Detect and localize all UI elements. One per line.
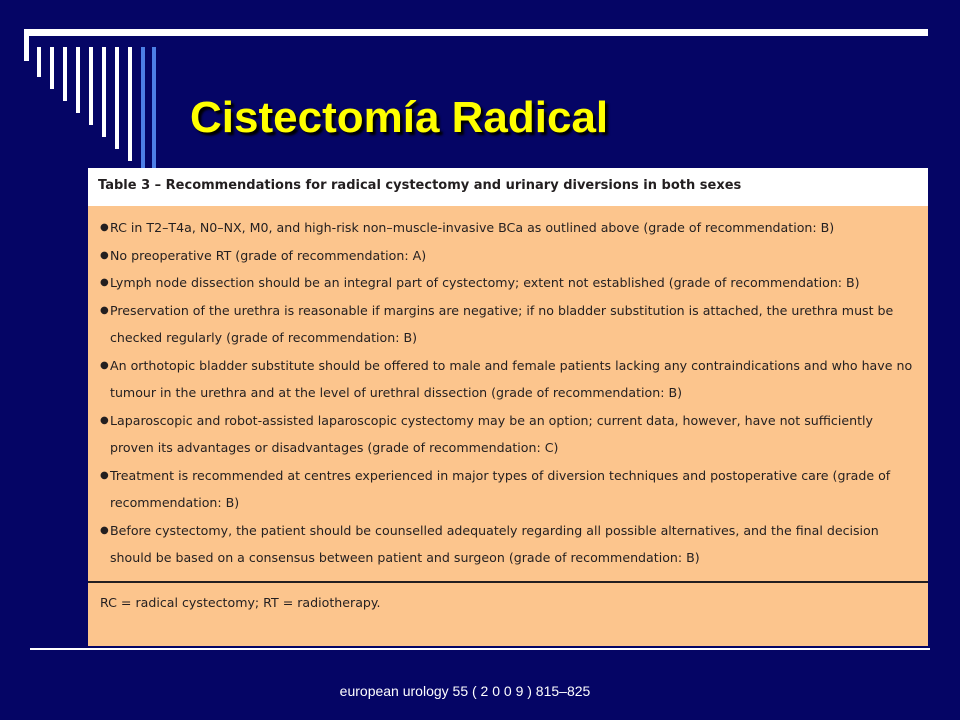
bullet-icon: ● [100,222,109,233]
stripe [141,47,145,173]
recommendation-text: No preoperative RT (grade of recommendation: A) [110,247,427,263]
list-item [100,242,920,270]
recommendation-text: RC in T2–T4a, N0–NX, M0, and high-risk non–muscle-invasive BCa as outlined above (grade of recommendation: B) [110,220,835,235]
list-item [100,517,920,572]
stripe [63,47,67,101]
bottom-rule [30,648,930,650]
top-rule [24,29,928,36]
stripe [50,47,54,89]
recommendation-text: Before cystectomy, the patient should be counselled adequately regarding all possible alternatives, and the final decision should be based on a consensus between patient and surgeon (grade of recommendation: B) [110,522,879,565]
left-vertical-rule [24,29,29,61]
list-item [100,214,920,242]
recommendation-text: Laparoscopic and robot-assisted laparoscopic cystectomy may be an option; current data, however, have not sufficiently proven its advantages or disadvantages (grade of recommendation: C) [110,412,873,455]
bullet-icon: ● [100,304,109,316]
stripe [37,47,41,77]
stripe [89,47,93,125]
table-footnote: RC = radical cystectomy; RT = radiotherapy. [100,595,381,610]
table-footnote-row [88,581,928,646]
slide-title: Cistectomía Radical [190,93,609,142]
list-item [100,297,920,352]
list-item [100,352,920,407]
recommendation-text: Preservation of the urethra is reasonable if margins are negative; if no bladder substitution is attached, the urethra must be checked regularly (grade of recommendation: B) [110,302,894,345]
stripe [76,47,80,113]
citation: european urology 55 ( 2 0 0 9 ) 815–825 [339,683,591,699]
recommendation-text: Lymph node dissection should be an integral part of cystectomy; extent not established (grade of recommendation: B) [110,275,860,290]
recommendation-text: Treatment is recommended at centres experienced in major types of diversion techniques and postoperative care (grade of recommendation: B) [110,467,891,510]
bullet-icon: ● [100,469,109,481]
table-body [88,206,928,581]
recommendation-list [88,206,928,572]
recommendation-text: An orthotopic bladder substitute should be offered to male and female patients lacking any contraindications and who have no tumour in the urethra and at the level of urethral dissection (grade of recommendation: B) [110,357,913,400]
list-item [100,269,920,297]
stripe [128,47,132,161]
recommendations-table [88,168,928,646]
table-caption: Table 3 – Recommendations for radical cystectomy and urinary diversions in both sexes [88,168,928,208]
bullet-icon: ● [100,277,109,288]
bullet-icon: ● [100,249,109,261]
stripe [152,47,156,173]
list-item [100,407,920,462]
stripe [102,47,106,137]
bullet-icon: ● [100,524,109,536]
list-item [100,462,920,517]
stripe [115,47,119,149]
bullet-icon: ● [100,414,109,426]
bullet-icon: ● [100,359,109,371]
